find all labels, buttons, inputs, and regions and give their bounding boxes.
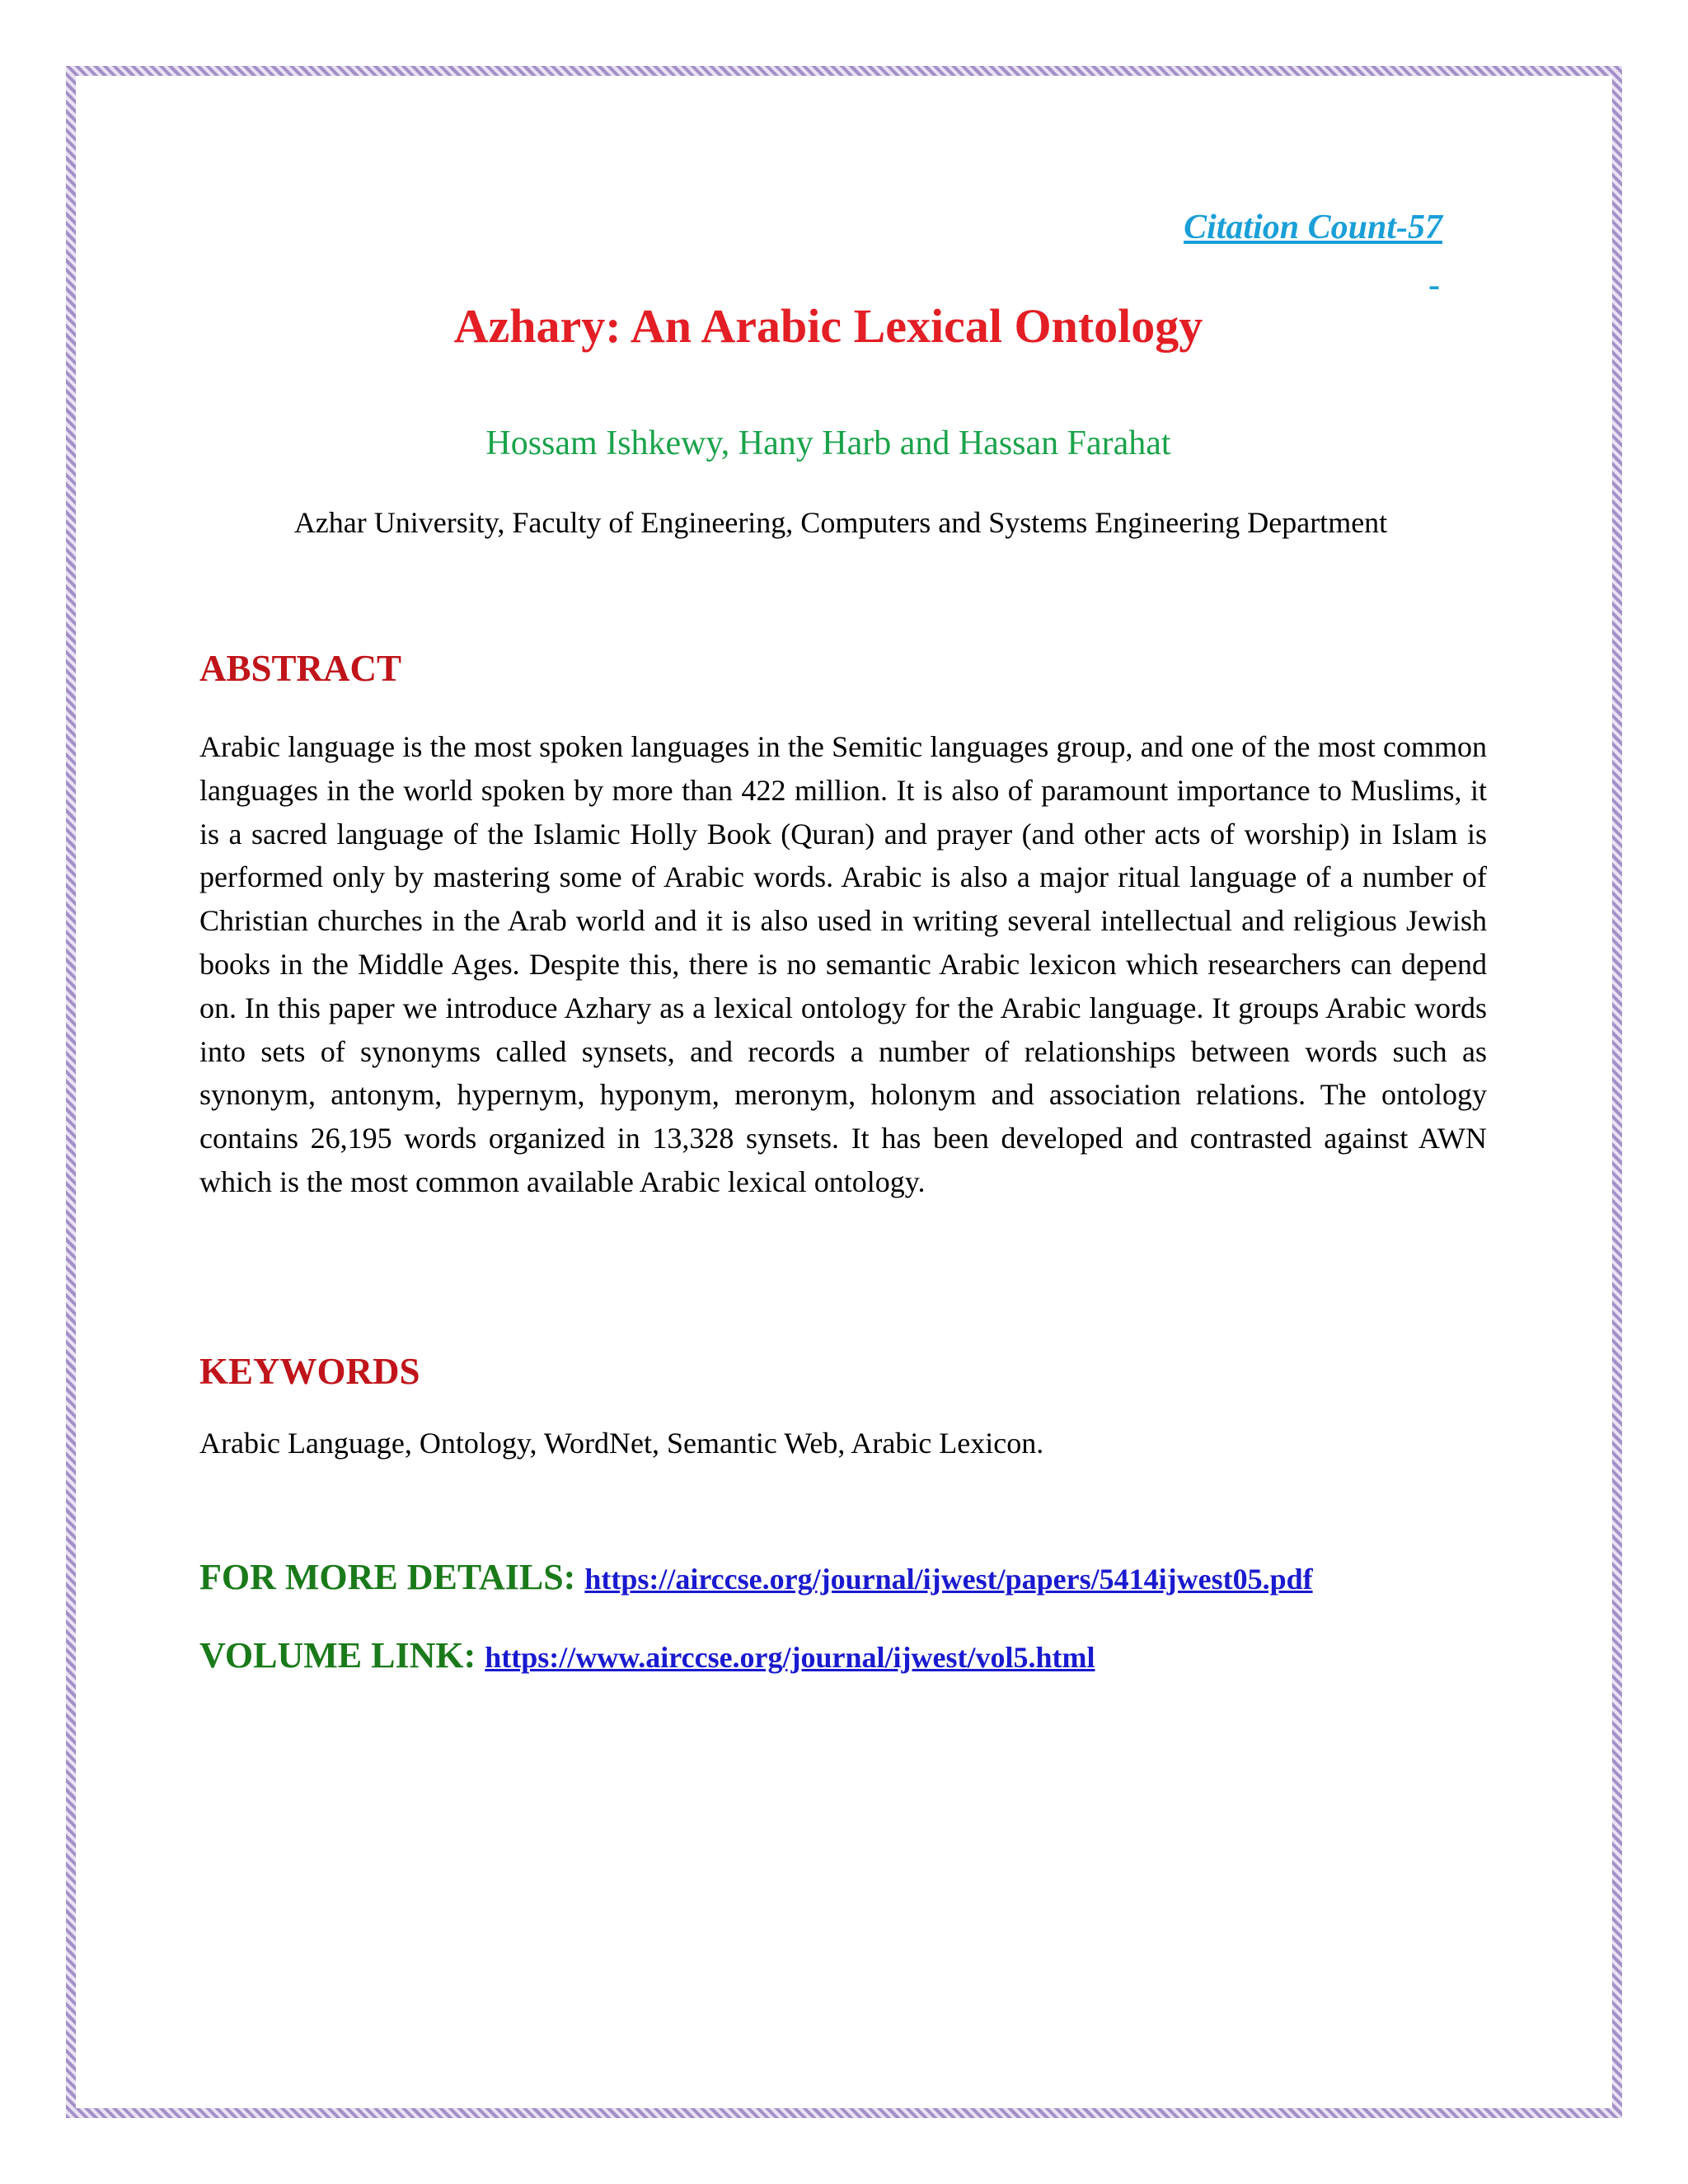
paper-affiliation: Azhar University, Faculty of Engineering, Computers and Systems Engineering Department <box>293 506 1388 539</box>
paper-authors: Hossam Ishkewy, Hany Harb and Hassan Farahat <box>485 424 1171 462</box>
volume-label: VOLUME LINK: <box>199 1635 485 1675</box>
details-url-link[interactable]: https://airccse.org/journal/ijwest/papers/5414ijwest05.pdf <box>584 1563 1313 1596</box>
citation-count-link[interactable]: Citation Count-57 <box>1184 209 1442 246</box>
citation-dash: - <box>1428 266 1440 304</box>
keywords-text: Arabic Language, Ontology, WordNet, Semantic Web, Arabic Lexicon. <box>199 1427 1044 1460</box>
details-label: FOR MORE DETAILS: <box>199 1557 585 1597</box>
keywords-heading: KEYWORDS <box>199 1351 420 1392</box>
volume-url-link[interactable]: https://www.airccse.org/journal/ijwest/vol5.html <box>485 1641 1095 1674</box>
abstract-text: Arabic language is the most spoken languages in the Semitic languages group, and one of the most common languages in the world spoken by more than 422 million. It is also of paramount importance to Muslims, it is a sacred language of the Islamic Holly Book (Quran) and prayer (and other acts of worship) in Islam is performed only by mastering some of Arabic words. Arabic is also a major ritual language of a number of Christian churches in the Arab world and it is also used in writing several intellectual and religious Jewish books in the Middle Ages. Despite this, there is no semantic Arabic lexicon which researchers can depend on. In this paper we introduce Azhary as a lexical ontology for the Arabic language. It groups Arabic words into sets of synonyms called synsets, and records a number of relationships between words such as synonym, antonym, hypernym, hyponym, meronym, holonym and association relations. The ontology contains 26,195 words organized in 13,328 synsets. It has been developed and contrasted against AWN which is the most common available Arabic lexical ontology. <box>199 730 1487 1198</box>
volume-row <box>199 1634 1095 1676</box>
abstract-heading: ABSTRACT <box>199 648 402 689</box>
details-row <box>199 1556 1313 1598</box>
paper-title: Azhary: An Arabic Lexical Ontology <box>453 299 1203 353</box>
